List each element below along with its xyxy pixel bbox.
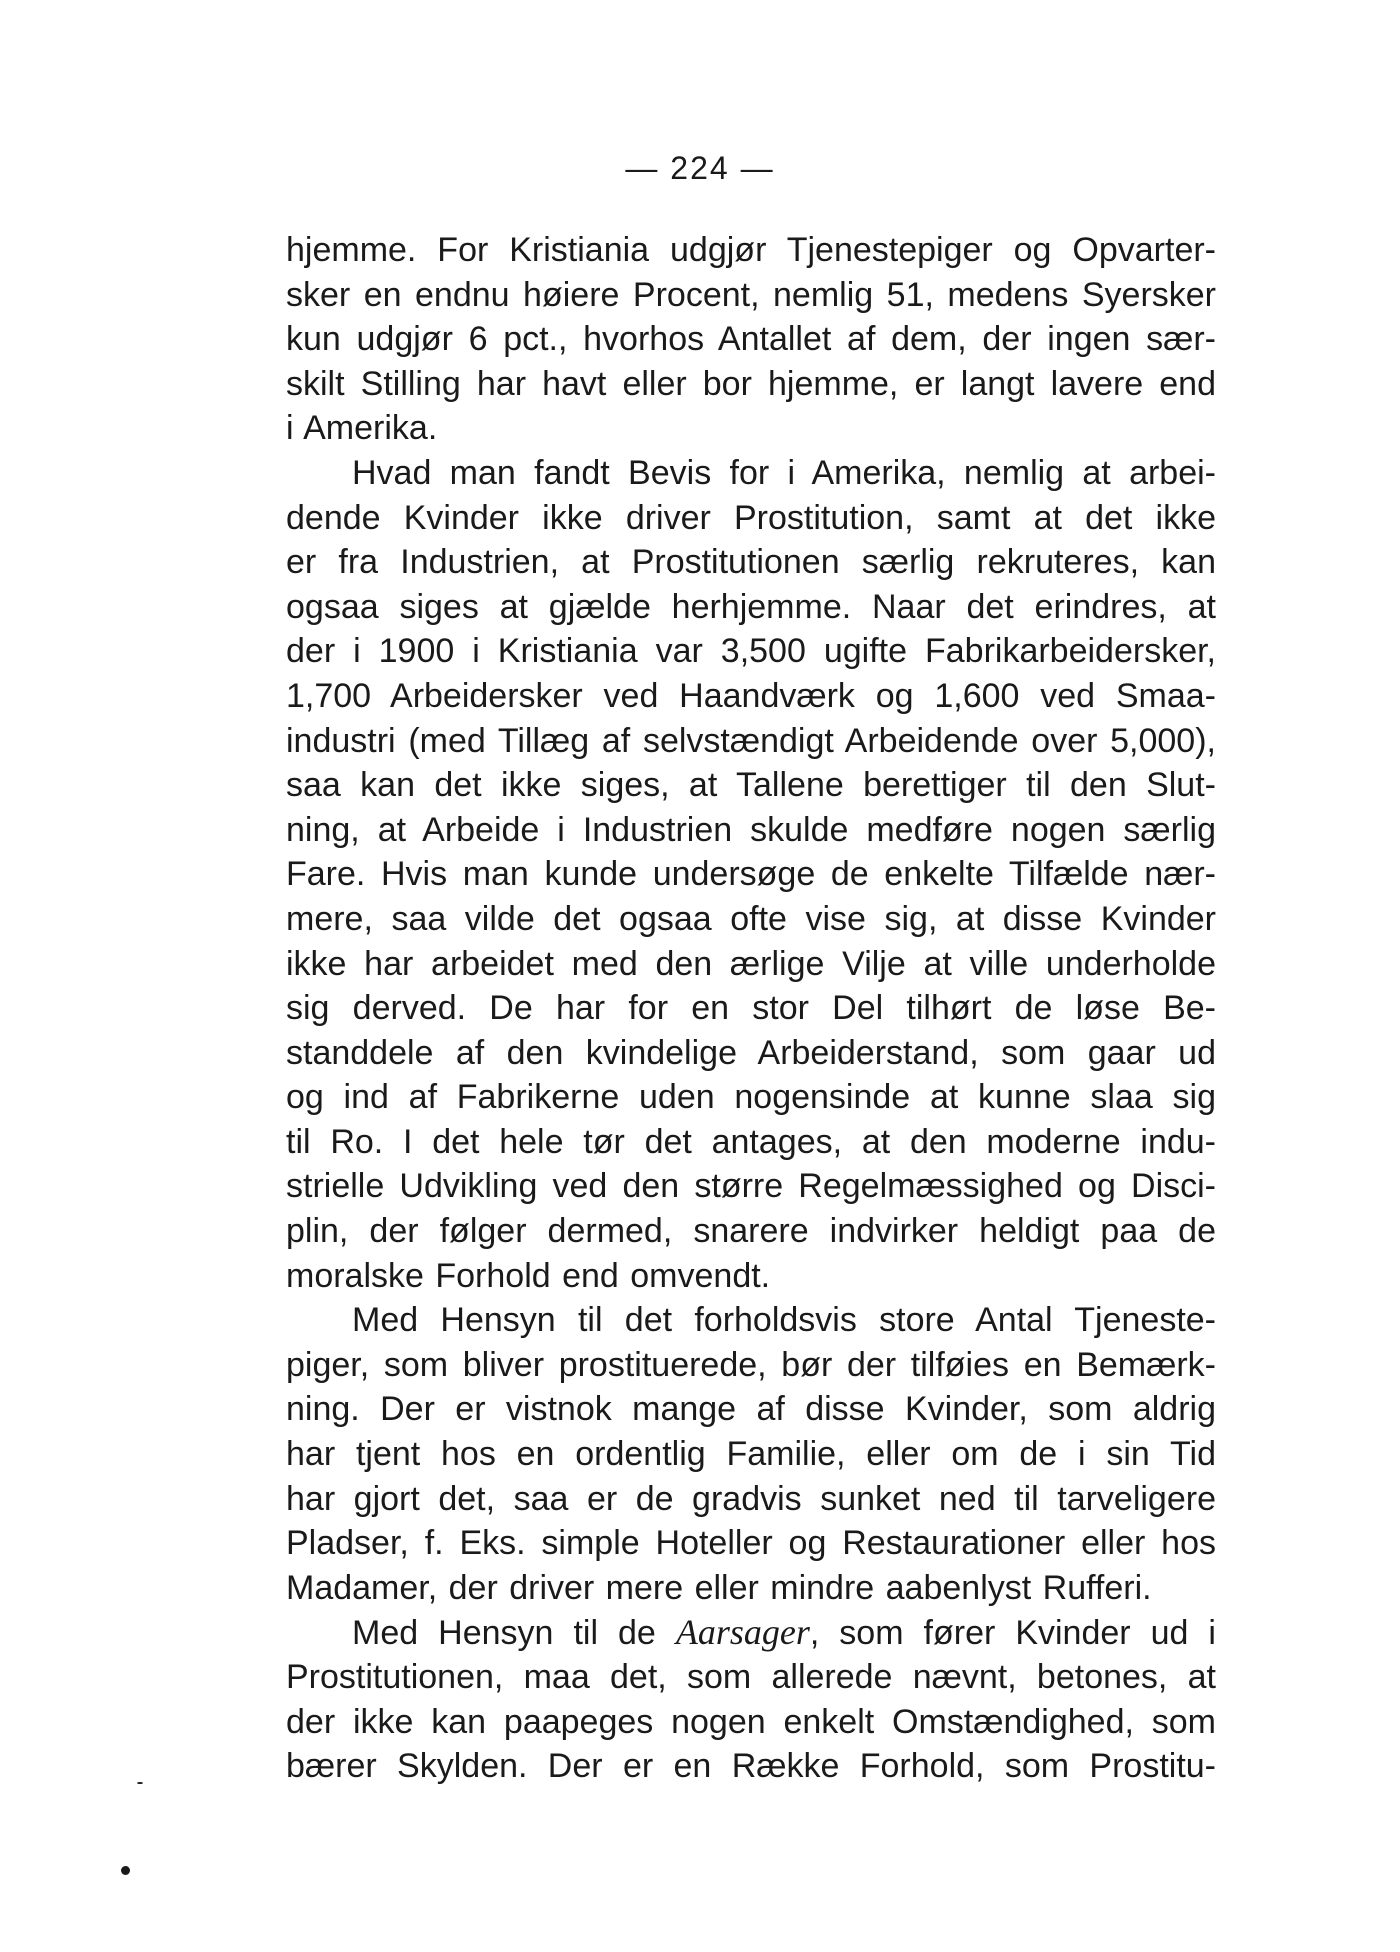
text-line: ning, at Arbeide i Industrien skulde medføre nogen særlig bbox=[286, 810, 1216, 849]
text-line: har tjent hos en ordentlig Familie, eller om de i sin Tid bbox=[286, 1435, 1216, 1474]
text-line-aarsager bbox=[286, 1610, 1216, 1655]
text-line: sig derved. De har for en stor Del tilhørt de løse Be- bbox=[286, 989, 1216, 1028]
closing-lines bbox=[286, 1655, 1216, 1789]
body-text bbox=[286, 228, 1216, 1789]
text-line: plin, der følger dermed, snarere indvirker heldigt paa de bbox=[286, 1212, 1216, 1251]
aarsager-italic: Aarsager bbox=[675, 1612, 810, 1653]
text-line: Pladser, f. Eks. simple Hoteller og Restaurationer eller hos bbox=[286, 1524, 1216, 1563]
ink-speck bbox=[121, 1866, 130, 1875]
text-line: der ikke kan paapeges nogen enkelt Omstændighed, som bbox=[286, 1702, 1216, 1741]
paragraph-lines bbox=[286, 228, 1216, 1610]
text-line: i Amerika. bbox=[286, 409, 438, 448]
text-line: ning. Der er vistnok mange af disse Kvinder, som aldrig bbox=[286, 1390, 1216, 1429]
text-line: ogsaa siges at gjælde herhjemme. Naar det erindres, at bbox=[286, 587, 1216, 626]
text-line: Med Hensyn til det forholdsvis store Antal Tjeneste- bbox=[352, 1301, 1216, 1340]
text-line: strielle Udvikling ved den større Regelmæssighed og Disci- bbox=[286, 1167, 1216, 1206]
text-line: mere, saa vilde det ogsaa ofte vise sig, at disse Kvinder bbox=[286, 899, 1216, 938]
text-line: standdele af den kvindelige Arbeiderstand, som gaar ud bbox=[286, 1033, 1216, 1072]
text-line: bærer Skylden. Der er en Række Forhold, som Prostitu- bbox=[286, 1747, 1216, 1786]
text-line: Madamer, der driver mere eller mindre aabenlyst Rufferi. bbox=[286, 1568, 1152, 1607]
text-line: der i 1900 i Kristiania var 3,500 ugifte Fabrikarbeidersker, bbox=[286, 632, 1216, 671]
text-line: Prostitutionen, maa det, som allerede nævnt, betones, at bbox=[286, 1658, 1216, 1696]
text-line: kun udgjør 6 pct., hvorhos Antallet af dem, der ingen sær- bbox=[286, 320, 1216, 359]
text-line: industri (med Tillæg af selvstændigt Arbeidende over 5,000), bbox=[286, 721, 1216, 760]
text-line: til Ro. I det hele tør det antages, at den moderne indu- bbox=[286, 1122, 1216, 1161]
text-line: har gjort det, saa er de gradvis sunket ned til tarveligere bbox=[286, 1479, 1216, 1518]
text-line: Hvad man fandt Bevis for i Amerika, nemlig at arbei- bbox=[352, 453, 1216, 492]
text-line: ikke har arbeidet med den ærlige Vilje at ville underholde bbox=[286, 944, 1216, 983]
text-line: og ind af Fabrikerne uden nogensinde at kunne slaa sig bbox=[286, 1078, 1216, 1117]
text-line: skilt Stilling har havt eller bor hjemme, er langt lavere end bbox=[286, 364, 1216, 403]
text-line: 1,700 Arbeidersker ved Haandværk og 1,600 ved Smaa- bbox=[286, 676, 1216, 715]
aarsager-after: , som fører Kvinder ud i bbox=[809, 1614, 1216, 1653]
aarsager-before: Med Hensyn til de bbox=[352, 1614, 676, 1653]
text-line: Fare. Hvis man kunde undersøge de enkelte Tilfælde nær- bbox=[286, 855, 1216, 894]
text-line: dende Kvinder ikke driver Prostitution, samt at det ikke bbox=[286, 498, 1216, 537]
text-line: hjemme. For Kristiania udgjør Tjenestepiger og Opvarter- bbox=[286, 231, 1216, 269]
page-number: — 224 — bbox=[625, 150, 775, 186]
text-line: sker en endnu høiere Procent, nemlig 51, medens Syersker bbox=[286, 275, 1216, 314]
text-line: moralske Forhold end omvendt. bbox=[286, 1256, 771, 1295]
text-line: saa kan det ikke siges, at Tallene berettiger til den Slut- bbox=[286, 766, 1216, 805]
text-line: er fra Industrien, at Prostitutionen særlig rekruteres, kan bbox=[286, 543, 1216, 582]
text-line: piger, som bliver prostituerede, bør der tilføies en Bemærk- bbox=[286, 1345, 1216, 1384]
ink-speck bbox=[137, 1782, 143, 1784]
